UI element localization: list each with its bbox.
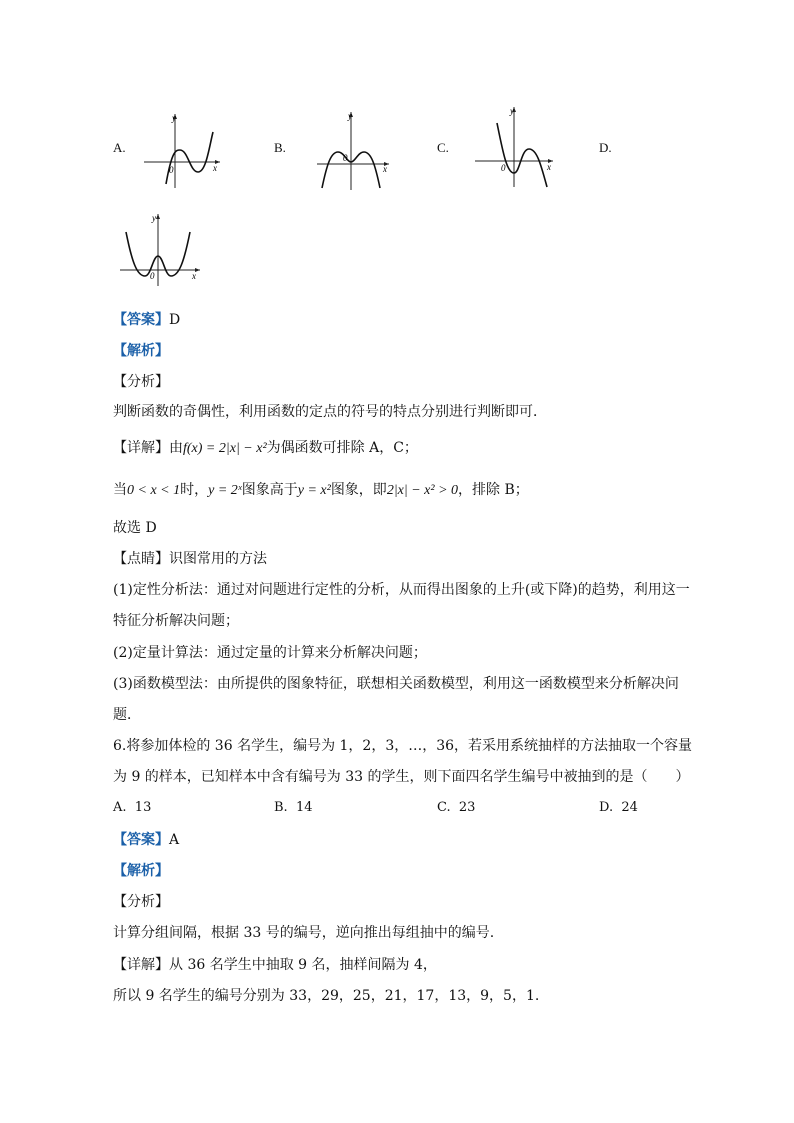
graph-c — [473, 103, 558, 189]
detail-tag: 【详解】 — [113, 957, 169, 973]
q5-fenxi-text: 判断函数的奇偶性，利用函数的定点的符号的特点分别进行判断即可． — [113, 404, 547, 420]
q5-fenxi-tag — [113, 372, 169, 392]
detail-pre: 由 — [169, 440, 183, 456]
q6-stem-line1: 6.将参加体检的 36 名学生，编号为 1，2，3，…，36，若采用系统抽样的方法抽取一个容量 — [113, 738, 693, 754]
analysis-tag: 【解析】 — [113, 343, 169, 359]
graph-b — [313, 108, 393, 192]
q6-fenxi-text: 计算分组间隔，根据 33 号的编号，逆向推出每组抽中的编号. — [113, 925, 495, 941]
graph-option-d-letter: D. — [599, 140, 612, 155]
graph-option-b-letter: B. — [274, 140, 286, 155]
graph-a-origin-label: 0 — [169, 165, 174, 175]
q5-method3-line1: (3)函数模型法：由所提供的图象特征，联想相关函数模型，利用这一函数模型来分析解决问 — [113, 676, 679, 692]
option-value: 23 — [458, 800, 476, 815]
line2-mid2: 图象高于 — [241, 482, 298, 498]
q5-conclusion: 故选 D — [113, 520, 157, 536]
q5-detail-line2 — [113, 480, 529, 501]
option-value: 14 — [295, 800, 313, 815]
q5-answer — [113, 310, 180, 330]
graph-b-origin-label: 0 — [343, 153, 348, 163]
detail-tag: 【详解】 — [113, 440, 169, 456]
answer-tag: 【答案】 — [113, 312, 169, 328]
q5-analysis-tag — [113, 341, 169, 361]
line2-pre: 当 — [113, 482, 127, 498]
q5-method2: (2)定量计算法：通过定量的计算来分析解决问题； — [113, 645, 427, 661]
graph-option-c-letter: C. — [437, 140, 449, 155]
graph-c-y-label: y — [510, 106, 514, 116]
line2-condition: 0 < x < 1 — [127, 483, 181, 498]
graph-a-y-label: y — [172, 113, 176, 123]
line2-mid3: 图象，即 — [330, 482, 387, 498]
graph-a-x-label: x — [213, 163, 217, 173]
option-value: 24 — [621, 800, 638, 815]
graph-b-x-label: x — [383, 164, 387, 174]
q5-dianjing — [113, 549, 267, 569]
option-letter: D. — [599, 800, 614, 815]
line2-formula3: 2|x| − x² > 0 — [386, 483, 459, 498]
answer-value: A — [169, 832, 180, 848]
line2-formula1: y = 2ˣ — [208, 483, 242, 498]
q6-detail-line2: 所以 9 名学生的编号分别为 33，29，25，21，17，13，9，5，1. — [113, 988, 540, 1004]
detail-formula: f(x) = 2|x| − x² — [183, 441, 267, 456]
option-value: 13 — [134, 800, 152, 815]
graph-c-origin-label: 0 — [501, 163, 506, 173]
line2-formula2: y = x² — [297, 483, 331, 498]
q6-option-b — [274, 800, 313, 815]
q6-option-a — [113, 800, 151, 815]
fenxi-tag: 【分析】 — [113, 374, 169, 390]
answer-tag: 【答案】 — [113, 832, 169, 848]
graph-a — [140, 110, 225, 190]
graph-d — [118, 210, 204, 288]
option-letter: C. — [437, 800, 451, 815]
line2-post: ，排除 B； — [458, 482, 529, 498]
option-letter: B. — [274, 800, 288, 815]
q6-analysis-tag — [113, 861, 169, 881]
graph-d-origin-label: 0 — [150, 271, 155, 281]
detail-post: 为偶函数可排除 A，C； — [266, 440, 418, 456]
q5-method3-line2: 题． — [113, 707, 141, 723]
q5-detail — [113, 438, 418, 459]
q5-method1-line1: (1)定性分析法：通过对问题进行定性的分析，从而得出图象的上升(或下降)的趋势，利用这一 — [113, 582, 690, 598]
graph-d-x-label: x — [192, 271, 196, 281]
fenxi-tag: 【分析】 — [113, 894, 169, 910]
graph-option-a-letter: A. — [113, 140, 126, 155]
q6-answer — [113, 830, 179, 850]
answer-value: D — [169, 312, 181, 328]
option-letter: A. — [113, 800, 127, 815]
q6-detail — [113, 955, 437, 975]
q6-stem-line2: 为 9 的样本，已知样本中含有编号为 33 的学生，则下面四名学生编号中被抽到的是（ ） — [113, 769, 690, 785]
graph-b-y-label: y — [348, 111, 352, 121]
q5-method1-line2: 特征分析解决问题； — [113, 613, 239, 629]
graph-c-x-label: x — [547, 162, 551, 172]
dianjing-title: 识图常用的方法 — [169, 551, 267, 567]
q6-option-d — [599, 800, 638, 815]
line2-mid1: 时， — [180, 482, 209, 498]
q6-fenxi-tag — [113, 892, 169, 912]
detail-text: 从 36 名学生中抽取 9 名，抽样间隔为 4， — [169, 957, 437, 973]
q6-option-c — [437, 800, 475, 815]
dianjing-tag: 【点睛】 — [113, 551, 169, 567]
graph-d-y-label: y — [152, 213, 156, 223]
analysis-tag: 【解析】 — [113, 863, 169, 879]
